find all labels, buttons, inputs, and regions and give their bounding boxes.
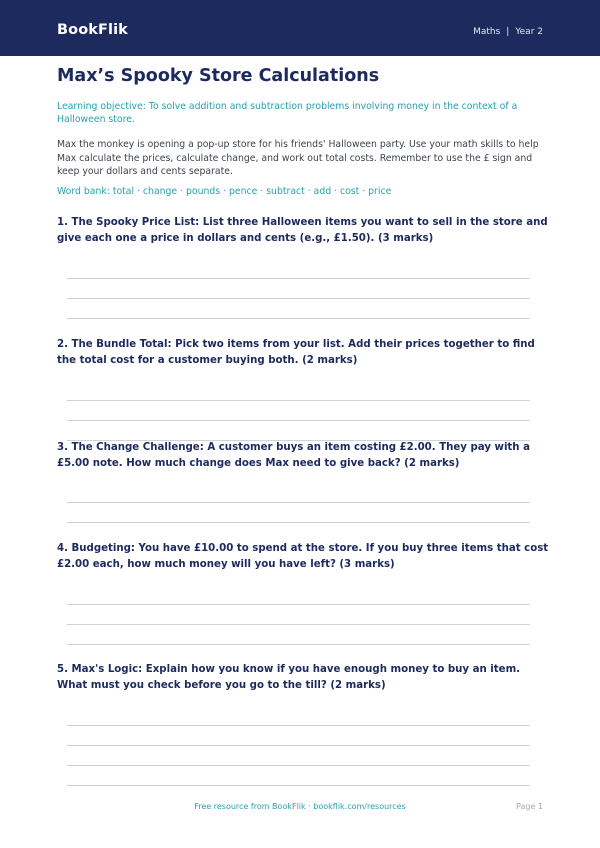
subject-year-label [473, 27, 543, 37]
answer-line[interactable] [67, 502, 530, 503]
question-2: 2. The Bundle Total: Pick two items from your list. Add their prices together to find the total cost for a customer buying both. (2 marks) [57, 339, 535, 366]
answer-line[interactable] [67, 278, 530, 279]
question-5: 5. Max's Logic: Explain how you know if you have enough money to buy an item. What must you check before you go to the till? (2 marks) [57, 664, 521, 691]
brand-logo-text: BookFlik [57, 22, 128, 38]
question-4: 4. Budgeting: You have £10.00 to spend at the store. If you buy three items that cost £2.00 each, how much money will you have left? (3 marks) [57, 543, 549, 570]
learning-objective: Learning objective: To solve addition and subtraction problems involving money in the context of a Halloween store. [57, 101, 518, 125]
answer-line[interactable] [67, 318, 530, 319]
worksheet-title: Max’s Spooky Store Calculations [57, 66, 380, 86]
year-label: Year 2 [515, 27, 543, 37]
subject-label: Maths [473, 27, 501, 37]
answer-line[interactable] [67, 522, 530, 523]
answer-line[interactable] [67, 644, 530, 645]
answer-line[interactable] [67, 785, 530, 786]
answer-line[interactable] [67, 604, 530, 605]
question-1: 1. The Spooky Price List: List three Halloween items you want to sell in the store and give each one a price in dollars and cents (e.g., £1.50). (3 marks) [57, 217, 548, 244]
footer-credit-link[interactable]: Free resource from BookFlik · bookflik.com/resources [194, 802, 406, 811]
answer-line[interactable] [67, 745, 530, 746]
answer-line[interactable] [67, 624, 530, 625]
answer-line[interactable] [67, 420, 530, 421]
answer-line[interactable] [67, 298, 530, 299]
meta-separator: | [506, 27, 510, 37]
intro-paragraph: Max the monkey is opening a pop-up store for his friends' Halloween party. Use your math skills to help Max calculate the prices, calculate change, and work out total costs. Remember to use the £ sign and keep your dollars and cents separate. [57, 139, 539, 177]
header-bar [0, 0, 600, 56]
question-3: 3. The Change Challenge: A customer buys an item costing £2.00. They pay with a £5.00 note. How much change does Max need to give back? (2 marks) [57, 442, 530, 469]
word-bank: Word bank: total · change · pounds · pence · subtract · add · cost · price [57, 186, 392, 197]
answer-line[interactable] [67, 725, 530, 726]
answer-line[interactable] [67, 765, 530, 766]
page-number: Page 1 [516, 802, 543, 811]
answer-line[interactable] [67, 400, 530, 401]
